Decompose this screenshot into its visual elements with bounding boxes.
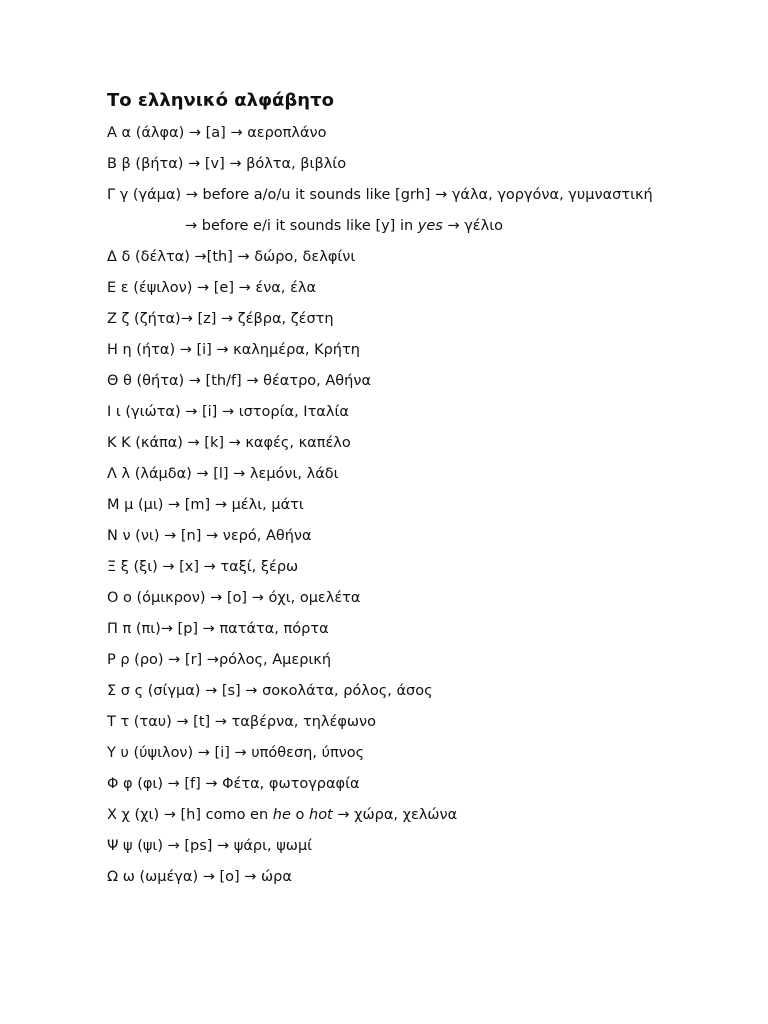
page-title: Το ελληνικό αλφάβητο bbox=[107, 90, 334, 111]
entry-beta: Β β (βήτα) → [v] → βόλτα, βιβλίο bbox=[107, 156, 347, 172]
chi-text-3: → χώρα, χελώνα bbox=[332, 807, 458, 823]
entry-epsilon: Ε ε (έψιλον) → [e] → ένα, έλα bbox=[107, 280, 317, 296]
entry-omega: Ω ω (ωμέγα) → [o] → ώρα bbox=[107, 869, 292, 885]
entry-lambda: Λ λ (λάμδα) → [l] → λεμόνι, λάδι bbox=[107, 466, 339, 482]
entry-pi: Π π (πι)→ [p] → πατάτα, πόρτα bbox=[107, 621, 329, 637]
entry-eta: Η η (ήτα) → [i] → καλημέρα, Κρήτη bbox=[107, 342, 360, 358]
document-page bbox=[107, 90, 667, 898]
entry-upsilon: Υ υ (ύψιλον) → [i] → υπόθεση, ύπνος bbox=[107, 745, 365, 761]
entry-iota: Ι ι (γιώτα) → [i] → ιστορία, Ιταλία bbox=[107, 404, 349, 420]
gamma-note-italic: yes bbox=[417, 218, 443, 234]
entry-rho: Ρ ρ (ρο) → [r] →ρόλος, Αμερική bbox=[107, 652, 332, 668]
gamma-note-example: → γέλιο bbox=[442, 218, 503, 234]
entry-kappa: Κ Κ (κάπα) → [k] → καφές, καπέλο bbox=[107, 435, 351, 451]
entry-sigma: Σ σ ς (σίγμα) → [s] → σοκολάτα, ρόλος, άσος bbox=[107, 683, 433, 699]
entry-xi: Ξ ξ (ξι) → [x] → ταξί, ξέρω bbox=[107, 559, 299, 575]
entry-mu: Μ μ (μι) → [m] → μέλι, μάτι bbox=[107, 497, 304, 513]
entry-delta: Δ δ (δέλτα) →[th] → δώρο, δελφίνι bbox=[107, 249, 356, 265]
chi-text-2: o bbox=[290, 807, 309, 823]
chi-italic-1: he bbox=[272, 807, 291, 823]
gamma-note-text: → before e/i it sounds like [y] in bbox=[185, 218, 418, 234]
entry-phi: Φ φ (φι) → [f] → Φέτα, φωτογραφία bbox=[107, 776, 360, 792]
entry-psi: Ψ ψ (ψι) → [ps] → ψάρι, ψωμί bbox=[107, 838, 313, 854]
entry-omicron: Ο ο (όμικρον) → [o] → όχι, ομελέτα bbox=[107, 590, 361, 606]
chi-italic-2: hot bbox=[309, 807, 333, 823]
entry-zeta: Ζ ζ (ζήτα)→ [z] → ζέβρα, ζέστη bbox=[107, 311, 334, 327]
entry-tau: Τ τ (ταυ) → [t] → ταβέρνα, τηλέφωνο bbox=[107, 714, 377, 730]
entry-alpha: Α α (άλφα) → [a] → αεροπλάνο bbox=[107, 125, 327, 141]
entry-gamma: Γ γ (γάμα) → before a/o/u it sounds like [grh] → γάλα, γοργόνα, γυμναστική bbox=[107, 187, 653, 203]
entry-nu: Ν ν (νι) → [n] → νερό, Αθήνα bbox=[107, 528, 312, 544]
entry-chi bbox=[107, 805, 667, 826]
chi-text-1: Χ χ (χι) → [h] como en bbox=[107, 807, 273, 823]
entry-gamma-note bbox=[107, 216, 667, 237]
entry-theta: Θ θ (θήτα) → [th/f] → θέατρο, Αθήνα bbox=[107, 373, 372, 389]
